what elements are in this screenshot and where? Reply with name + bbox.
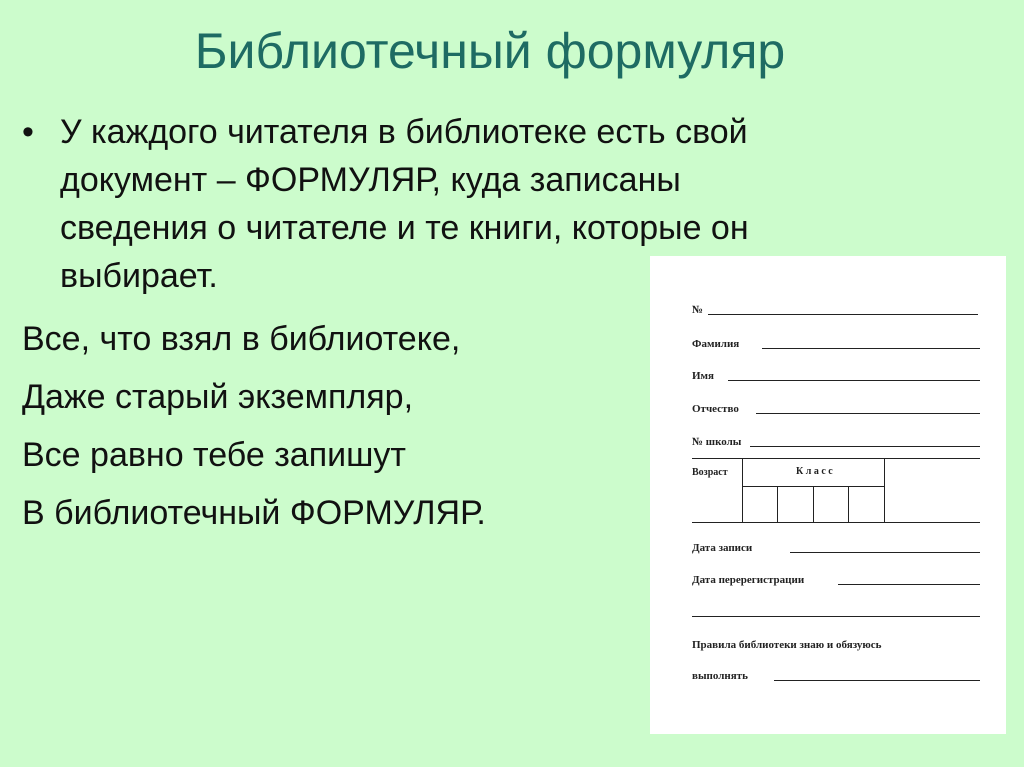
form-record-date-line bbox=[790, 552, 980, 553]
table-col-5 bbox=[884, 458, 885, 522]
form-name-label: Имя bbox=[692, 370, 714, 382]
form-school-line bbox=[750, 446, 980, 447]
table-col-3 bbox=[813, 486, 814, 522]
form-surname-label: Фамилия bbox=[692, 338, 740, 350]
form-rules-label: Правила библиотеки знаю и обязуюсь bbox=[692, 639, 882, 651]
poem-line-4: В библиотечный ФОРМУЛЯР. bbox=[22, 494, 486, 532]
form-age-label: Возраст bbox=[692, 467, 728, 478]
form-record-date-label: Дата записи bbox=[692, 542, 753, 554]
bullet-dot-icon: • bbox=[22, 113, 34, 151]
table-top-line bbox=[692, 458, 980, 459]
form-number-label: № bbox=[692, 304, 704, 316]
form-patronymic-label: Отчество bbox=[692, 403, 739, 415]
form-rereg-date-line bbox=[838, 584, 980, 585]
table-col-1 bbox=[742, 458, 743, 522]
form-patronymic-line bbox=[756, 413, 980, 414]
form-rereg-extra-line bbox=[692, 616, 980, 617]
poem-line-1: Все, что взял в библиотеке, bbox=[22, 320, 461, 358]
form-grade-label: К л а с с bbox=[796, 466, 833, 477]
poem-line-3: Все равно тебе запишут bbox=[22, 436, 406, 474]
bullet-text: У каждого читателя в библиотеке есть свой документ – ФОРМУЛЯР, куда записаны сведения о читателе и те книги, которые он выбирает. bbox=[60, 113, 749, 295]
poem bbox=[22, 310, 486, 542]
table-col-4 bbox=[848, 486, 849, 522]
form-name-line bbox=[728, 380, 980, 381]
form-number-line bbox=[708, 314, 978, 315]
form-rules-line bbox=[774, 680, 980, 681]
poem-line-2: Даже старый экземпляр, bbox=[22, 378, 414, 416]
form-school-label: № школы bbox=[692, 436, 742, 448]
table-bottom-line bbox=[692, 522, 980, 523]
table-col-2 bbox=[777, 486, 778, 522]
library-card-image bbox=[650, 256, 1006, 734]
form-surname-line bbox=[762, 348, 980, 349]
slide-title: Библиотечный формуляр bbox=[194, 23, 786, 79]
form-rereg-date-label: Дата перерегистрации bbox=[692, 574, 805, 586]
form-rules-label-2: выполнять bbox=[692, 670, 748, 682]
